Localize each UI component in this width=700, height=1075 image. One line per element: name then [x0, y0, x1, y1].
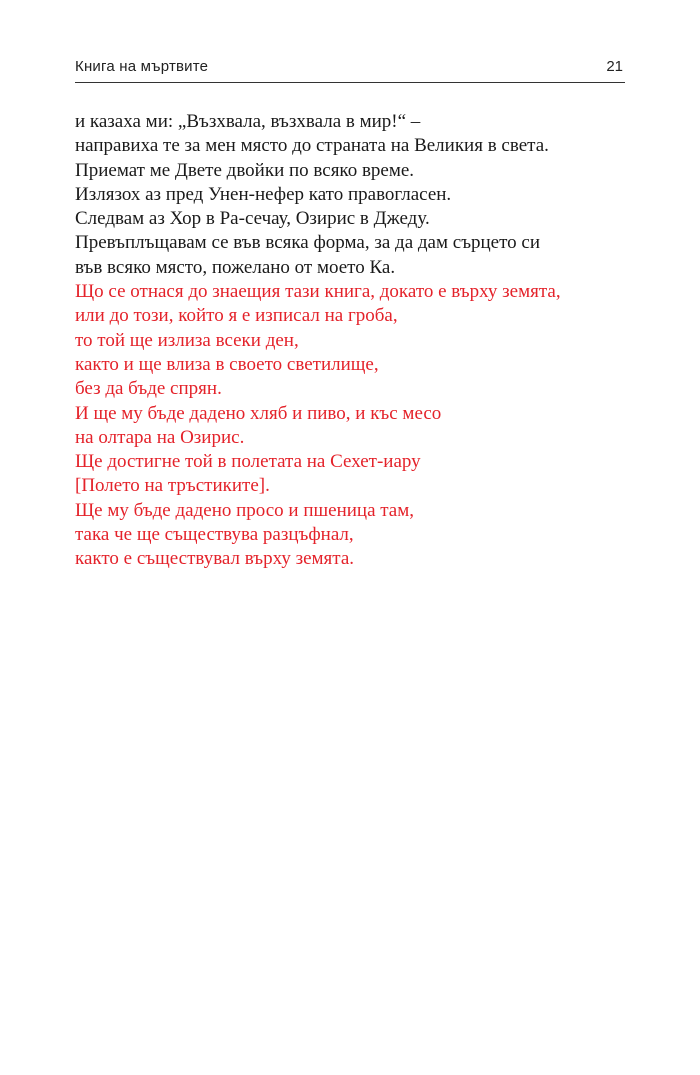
header-rule — [75, 82, 625, 83]
rubric-line: или до този, който я е изписал на гроба, — [75, 305, 398, 327]
rubric-line: то той ще излиза всеки ден, — [75, 329, 299, 351]
running-title: Книга на мъртвите — [75, 58, 209, 75]
text-line: направиха те за мен място до страната на Великия в света. — [75, 135, 549, 157]
rubric-line: така че ще съществува разцъфнал, — [75, 524, 354, 546]
text-body — [75, 110, 635, 572]
running-header — [75, 58, 625, 80]
rubric-line: И ще му бъде дадено хляб и пиво, и къс месо — [75, 402, 442, 424]
text-line: Излязох аз пред Унен-нефер като правогласен. — [75, 183, 452, 205]
rubric-line: Ще достигне той в полетата на Сехет-иару — [75, 451, 421, 473]
page-number: 21 — [606, 58, 623, 75]
rubric-line: Що се отнася до знаещия тази книга, докато е върху земята, — [75, 281, 561, 303]
text-line: Следвам аз Хор в Ра-сечау, Озирис в Джеду. — [75, 208, 430, 230]
rubric-line: на олтара на Озирис. — [75, 426, 245, 448]
rubric-line: както е съществувал върху земята. — [75, 548, 355, 570]
rubric-line: Ще му бъде дадено просо и пшеница там, — [75, 499, 415, 521]
text-line: Превъплъщавам се във всяка форма, за да дам сърцето си — [75, 232, 541, 254]
rubric-line: [Полето на тръстиките]. — [75, 475, 270, 497]
rubric-line: както и ще влиза в своето светилище, — [75, 353, 379, 375]
text-line: във всяко място, пожелано от моето Ка. — [75, 256, 396, 278]
text-line: и казаха ми: „Възхвала, възхвала в мир!“ – — [75, 111, 421, 132]
rubric-line: без да бъде спрян. — [75, 378, 222, 400]
text-line: Приемат ме Двете двойки по всяко време. — [75, 159, 415, 181]
